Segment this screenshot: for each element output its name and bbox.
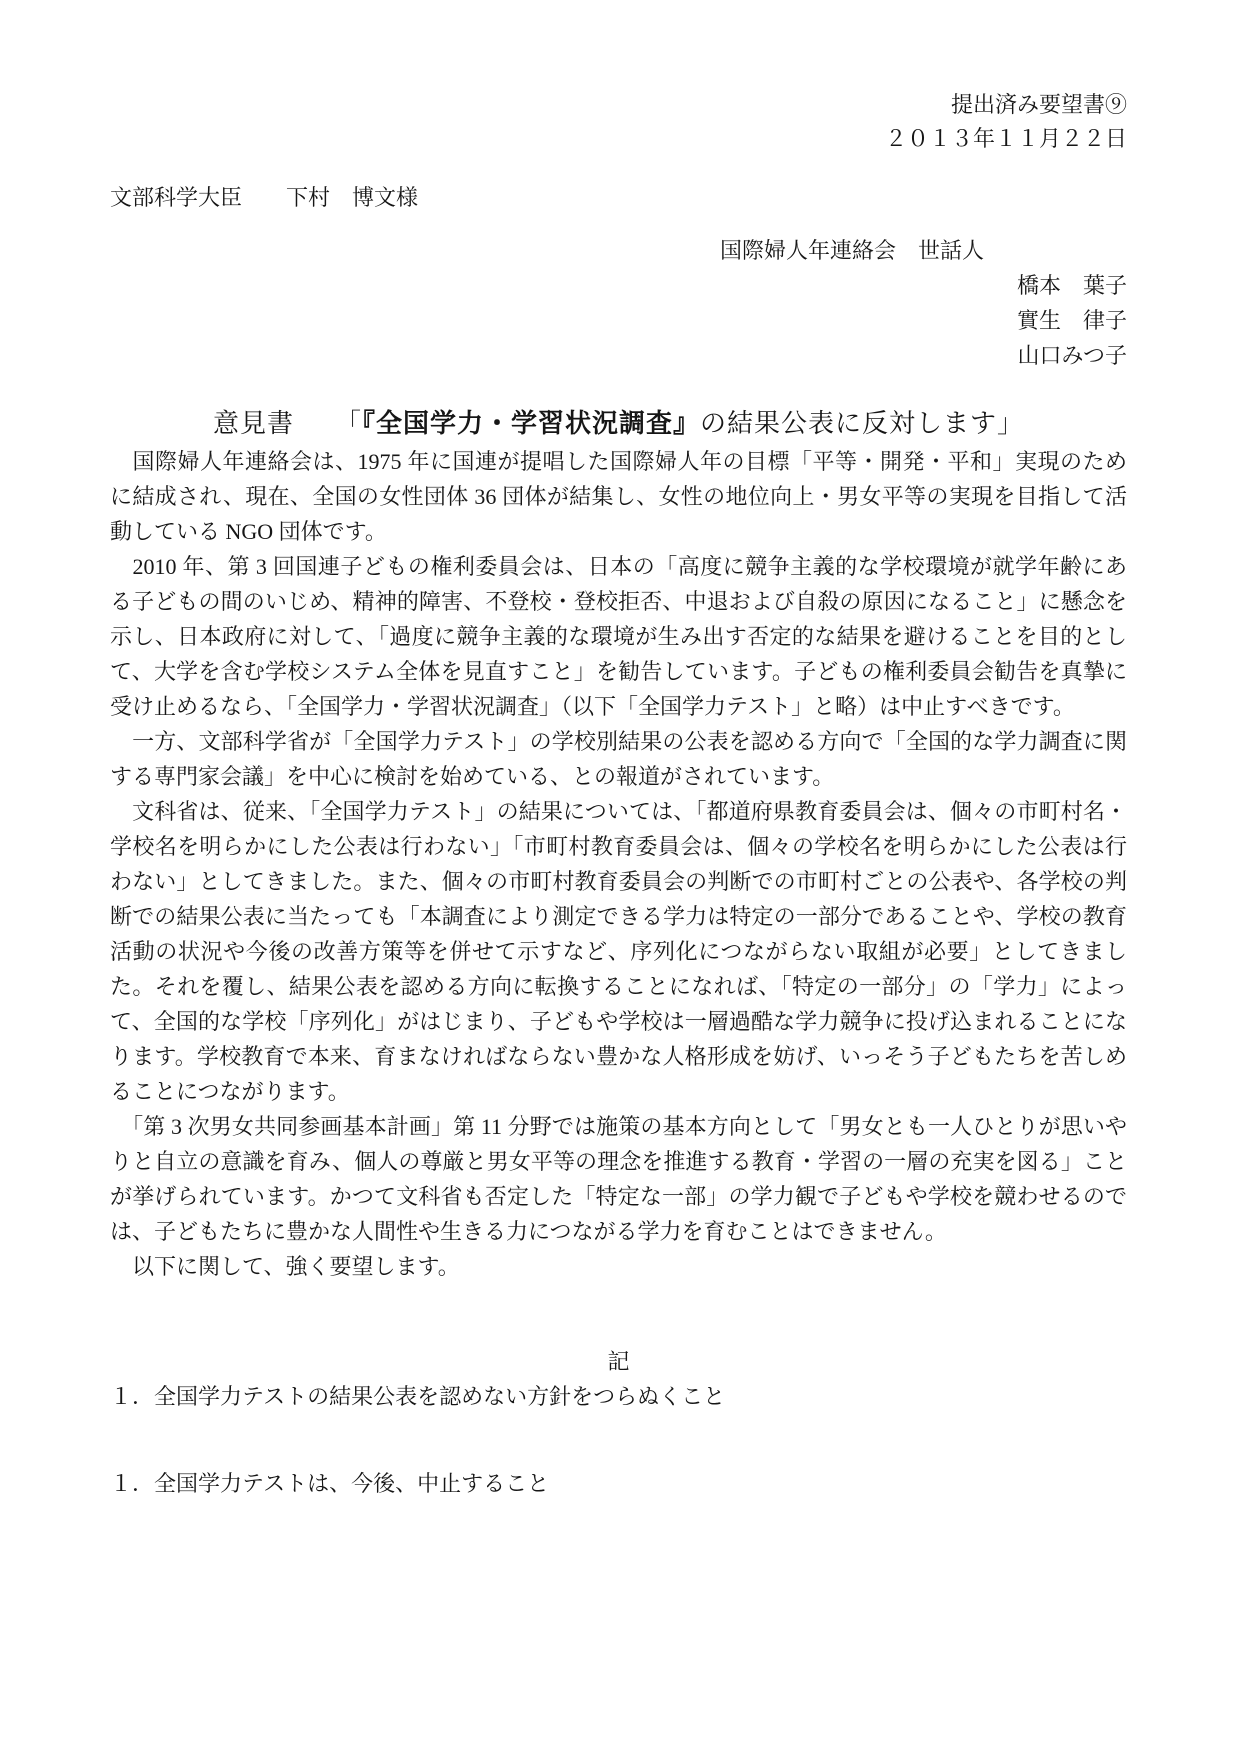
sender-names — [110, 268, 1127, 373]
paragraph-request-lead: 以下に関して、強く要望します。 — [110, 1254, 460, 1279]
addressee-line: 文部科学大臣 下村 博文様 — [110, 185, 419, 210]
paragraph-mext-report: 一方、文部科学省が「全国学力テスト」の学校別結果の公表を認める方向で「全国的な学力調査に関する専門家会議」を中心に検討を始めている、との報道がされています。 — [110, 729, 1127, 789]
sender-block — [110, 233, 1127, 373]
document-header — [110, 88, 1127, 156]
title-label: 意見書 — [212, 409, 294, 438]
title-survey-name: 『全国学力・学習状況調査』 — [362, 408, 701, 438]
request-item-2: １．全国学力テストは、今後、中止すること — [110, 1471, 550, 1496]
title-quote-open: 「 — [347, 409, 362, 438]
title-separator — [294, 409, 348, 438]
paragraph-un-committee: 2010 年、第 3 回国連子どもの権利委員会は、日本の「高度に競争主義的な学校環境が就学年齢にある子どもの間のいじめ、精神的障害、不登校・登校拒否、中退および自殺の原因になること」に懸念を示し、日本政府に対して、「過度に競争主義的な環境が生み出す否定的な結果を避けることを目的として、大学を含む学校システム全体を見直すこと」を勧告しています。子どもの権利委員会勧告を真摯に受け止めるなら、「全国学力・学習状況調査」（以下「全国学力テスト」と略）は中止すべきです。 — [110, 554, 1127, 719]
sender-org: 国際婦人年連絡会 世話人 — [720, 238, 985, 263]
sender-name-2: 實生 律子 — [1016, 308, 1127, 333]
sender-name-1: 橋本 葉子 — [1016, 273, 1127, 298]
note-mark: 記 — [607, 1349, 630, 1374]
sender-name-3: 山口みつ子 — [1017, 343, 1127, 368]
document-title — [110, 403, 1127, 444]
doc-date: ２０１３年１１月２２日 — [884, 126, 1127, 151]
paragraph-intro: 国際婦人年連絡会は、1975 年に国連が提唱した国際婦人年の目標「平等・開発・平和」実現のために結成され、現在、全国の女性団体 36 団体が結集し、女性の地位向上・男女平等の実現を目指して活動している NGO 団体です。 — [110, 449, 1127, 544]
title-rest: の結果公表に反対します」 — [700, 409, 1025, 438]
doc-label: 提出済み要望書⑨ — [950, 92, 1127, 117]
request-item-1: １．全国学力テストの結果公表を認めない方針をつらぬくこと — [110, 1384, 726, 1409]
paragraph-gender-plan: 「第 3 次男女共同参画基本計画」第 11 分野では施策の基本方向として「男女とも一人ひとりが思いやりと自立の意識を育み、個人の尊厳と男女平等の理念を推進する教育・学習の一層の充実を図る」ことが挙げられています。かつて文科省も否定した「特定な一部」の学力観で子どもや学校を競わせるのでは、子どもたちに豊かな人間性や生きる力につながる学力を育むことはできません。 — [110, 1114, 1127, 1244]
paragraph-mext-policy: 文科省は、従来、「全国学力テスト」の結果については、「都道府県教育委員会は、個々の市町村名・学校名を明らかにした公表は行わない」「市町村教育委員会は、個々の学校名を明らかにした公表は行わない」としてきました。また、個々の市町村教育委員会の判断での市町村ごとの公表や、各学校の判断での結果公表に当たっても「本調査により測定できる学力は特定の一部分であることや、学校の教育活動の状況や今後の改善方策等を併せて示すなど、序列化につながらない取組が必要」としてきました。それを覆し、結果公表を認める方向に転換することになれば、「特定の一部分」の「学力」によって、全国的な学校「序列化」がはじまり、子どもや学校は一層過酷な学力競争に投げ込まれることになります。学校教育で本来、育まなければならない豊かな人格形成を妨げ、いっそう子どもたちを苦しめることにつながります。 — [110, 799, 1127, 1104]
